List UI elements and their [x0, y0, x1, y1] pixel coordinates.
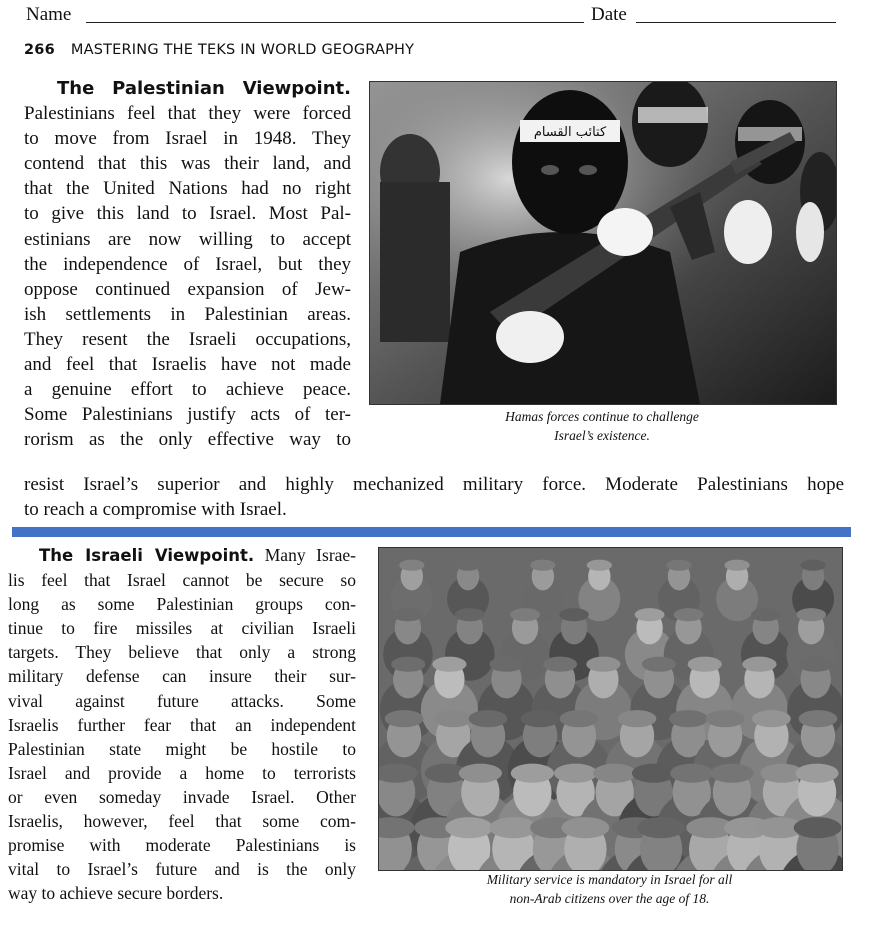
text-line: Some Palestinians justify acts of ter- [24, 404, 351, 426]
text-line: Israelis further fear that an independent [8, 714, 356, 735]
section-divider [12, 527, 851, 537]
text-line: contend that this was their land, and [24, 153, 351, 175]
text-line: the independence of Israel, but they [24, 253, 351, 275]
text-line: Palestinian state might be hostile to [8, 738, 356, 759]
palestinian-viewpoint-column [24, 76, 351, 452]
date-label: Date [591, 4, 627, 25]
hamas-photo-caption [369, 407, 835, 445]
text-line: way to achieve secure borders. [8, 883, 224, 904]
text-line: ish settlements in Palestinian areas. [24, 303, 351, 325]
text-line: estinians are now willing to accept [24, 228, 351, 250]
text-line: or even someday invade Israel. Other [8, 786, 356, 807]
text-line: to give this land to Israel. Most Pal- [24, 203, 351, 225]
text-line: lis feel that Israel cannot be secure so [8, 570, 356, 591]
name-label: Name [26, 4, 72, 25]
page-number: 266 [24, 42, 55, 58]
text-line: resist Israel’s superior and highly mechanized military force. Moderate Palestinians hope [24, 474, 844, 495]
text-line: to move from Israel in 1948. They [24, 128, 351, 150]
palestinian-heading: The Palestinian Viewpoint. [57, 78, 351, 99]
palestinian-heading-line [24, 76, 351, 101]
israeli-first-line-text: Many Israe- [264, 545, 357, 565]
text-line: military defense can insure their sur- [8, 666, 356, 687]
running-header [24, 42, 414, 58]
text-line: that the United Nations had no right [24, 178, 351, 200]
text-line: promise with moderate Palestinians is [8, 835, 356, 856]
text-line: rorism as the only effective way to [24, 429, 351, 451]
palestinian-text [24, 101, 351, 452]
caption-line: non-Arab citizens over the age of 18. [509, 891, 710, 906]
caption-line: Hamas forces continue to challenge [505, 409, 699, 424]
israeli-first-line [8, 543, 356, 568]
israeli-soldiers-photo [378, 547, 843, 871]
soldiers-photo-caption [378, 870, 841, 908]
israeli-viewpoint-column [8, 543, 356, 905]
date-line[interactable] [636, 22, 836, 23]
name-line[interactable] [86, 22, 584, 23]
text-line: vital to Israel’s future and is the only [8, 859, 356, 880]
text-line: Israelis, however, feel that some com- [8, 811, 356, 832]
text-line: targets. They believe that only a strong [8, 642, 356, 663]
headband-text: كتائب القسام [533, 125, 607, 140]
text-line: They resent the Israeli occupations, [24, 328, 351, 350]
text-line: tinue to fire missiles at civilian Israeli [8, 618, 356, 639]
text-line: vival against future attacks. Some [8, 690, 356, 711]
running-title: MASTERING THE TEKS IN WORLD GEOGRAPHY [70, 42, 415, 58]
text-line: oppose continued expansion of Jew- [24, 278, 351, 300]
text-line: long as some Palestinian groups con- [8, 594, 356, 615]
caption-line: Israel’s existence. [554, 428, 650, 443]
text-line: to reach a compromise with Israel. [24, 499, 287, 521]
text-line: and feel that Israelis have not made [24, 354, 351, 376]
text-line: Palestinians feel that they were forced [24, 103, 351, 125]
hamas-forces-photo [369, 81, 837, 405]
israeli-text [8, 568, 356, 905]
palestinian-continuation [24, 472, 844, 522]
israeli-heading: The Israeli Viewpoint. [39, 546, 255, 565]
text-line: a genuine effort to achieve peace. [24, 379, 351, 401]
text-line: Israel and provide a home to terrorists [8, 762, 356, 783]
caption-line: Military service is mandatory in Israel for all [486, 872, 733, 887]
